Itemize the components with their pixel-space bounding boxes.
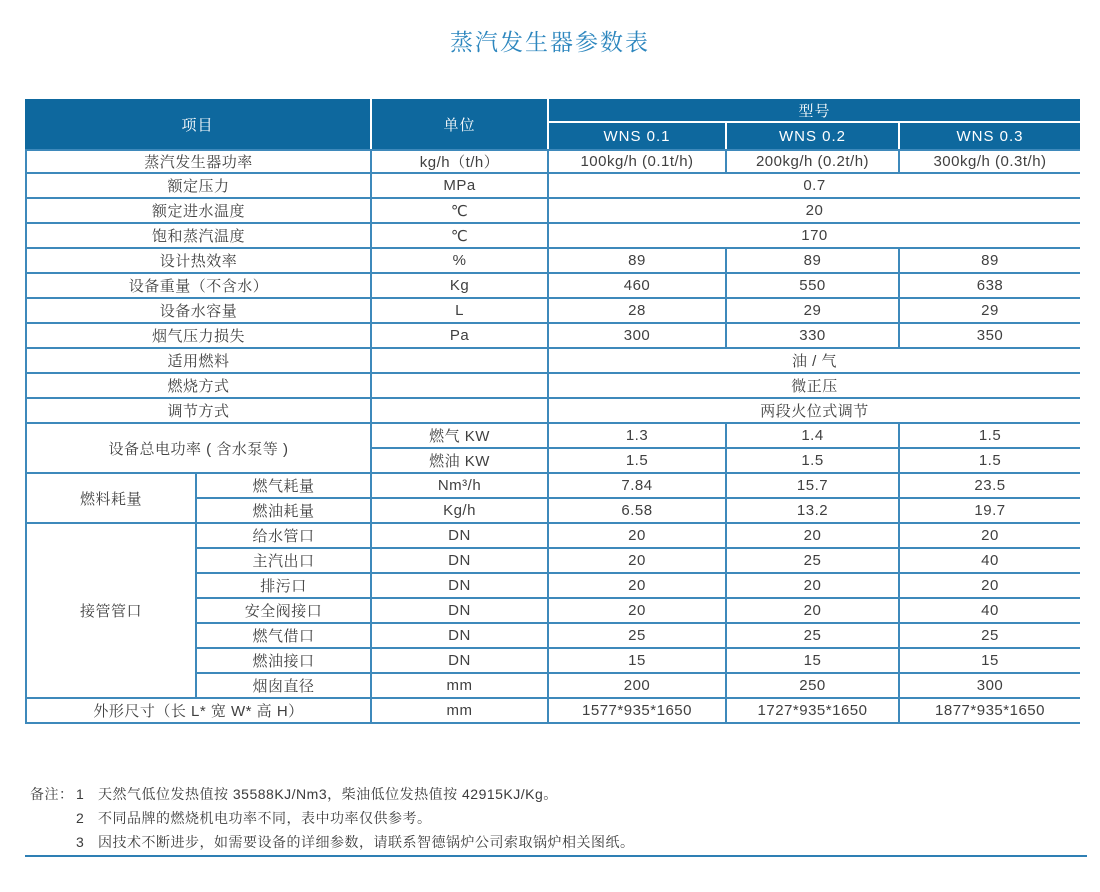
cell-value: 29 [900,299,1080,324]
cell-item-group: 接管管口 [25,524,197,699]
cell-value: 20 [549,599,727,624]
cell-unit: mm [372,699,549,724]
cell-unit: DN [372,624,549,649]
cell-value: 20 [549,574,727,599]
row-combustion-mode [25,374,1080,399]
cell-value: 15 [549,649,727,674]
cell-value-merged: 油 / 气 [549,349,1080,374]
row-feedwater-temp [25,199,1080,224]
cell-value: 20 [900,574,1080,599]
row-water-capacity [25,299,1080,324]
cell-item-group: 设备总电功率 ( 含水泵等 ) [25,424,372,474]
cell-value: 350 [900,324,1080,349]
cell-unit: mm [372,674,549,699]
note-line [30,830,635,854]
cell-value: 1.4 [727,424,900,449]
note-text: 不同品牌的燃烧机电功率不同，表中功率仅供参考。 [98,810,432,826]
cell-item: 饱和蒸汽温度 [25,224,372,249]
cell-value: 1.5 [549,449,727,474]
row-power [25,149,1080,174]
cell-value: 20 [549,524,727,549]
cell-value: 13.2 [727,499,900,524]
cell-unit: ℃ [372,224,549,249]
cell-item: 设计热效率 [25,249,372,274]
cell-unit: kg/h（t/h） [372,149,549,174]
row-weight [25,274,1080,299]
cell-value: 1577*935*1650 [549,699,727,724]
cell-value: 25 [727,549,900,574]
cell-value: 20 [727,574,900,599]
cell-value: 23.5 [900,474,1080,499]
header-unit: 单位 [372,99,549,149]
cell-value: 20 [900,524,1080,549]
cell-unit [372,374,549,399]
cell-value: 20 [727,524,900,549]
note-number: 2 [76,810,85,826]
cell-value: 89 [727,249,900,274]
cell-value: 20 [549,549,727,574]
cell-value: 20 [727,599,900,624]
cell-value: 40 [900,599,1080,624]
note-number: 1 [76,786,85,802]
cell-value: 25 [549,624,727,649]
notes-label: 备注： [30,786,74,802]
header-model-wns03: WNS 0.3 [900,123,1080,149]
cell-item: 烟气压力损失 [25,324,372,349]
cell-value: 89 [549,249,727,274]
cell-item: 外形尺寸（长 L* 宽 W* 高 H） [25,699,372,724]
cell-item: 适用燃料 [25,349,372,374]
row-dimensions [25,699,1080,724]
cell-unit: 燃油 KW [372,449,549,474]
cell-value: 550 [727,274,900,299]
spec-table [25,99,1080,724]
cell-unit: L [372,299,549,324]
cell-unit: 燃气 KW [372,424,549,449]
row-pressure [25,174,1080,199]
cell-value-merged: 170 [549,224,1080,249]
cell-unit: ℃ [372,199,549,224]
cell-item: 蒸汽发生器功率 [25,149,372,174]
page-title: 蒸汽发生器参数表 [450,29,650,55]
note-number: 3 [76,834,85,850]
cell-value: 200 [549,674,727,699]
cell-value: 19.7 [900,499,1080,524]
cell-subitem: 主汽出口 [197,549,372,574]
row-total-power-gas [25,424,1080,449]
table-header [25,99,1080,149]
cell-value: 300 [900,674,1080,699]
bottom-divider [25,855,1087,857]
cell-subitem: 烟囱直径 [197,674,372,699]
cell-item: 燃烧方式 [25,374,372,399]
cell-unit [372,399,549,424]
cell-unit: Pa [372,324,549,349]
cell-unit: Nm³/h [372,474,549,499]
cell-unit: Kg/h [372,499,549,524]
cell-value: 7.84 [549,474,727,499]
cell-item: 设备水容量 [25,299,372,324]
cell-unit: DN [372,574,549,599]
cell-item: 调节方式 [25,399,372,424]
row-flue-pressure-loss [25,324,1080,349]
cell-item: 额定进水温度 [25,199,372,224]
cell-value: 330 [727,324,900,349]
cell-value: 1.3 [549,424,727,449]
cell-unit: % [372,249,549,274]
cell-value: 100kg/h (0.1t/h) [549,149,727,174]
header-model-wns02: WNS 0.2 [727,123,900,149]
note-line [30,806,635,830]
cell-value: 89 [900,249,1080,274]
cell-unit: DN [372,549,549,574]
cell-value: 1877*935*1650 [900,699,1080,724]
cell-value: 28 [549,299,727,324]
cell-value: 300kg/h (0.3t/h) [900,149,1080,174]
row-connection-feedwater [25,524,1080,549]
cell-value: 1.5 [727,449,900,474]
cell-item-group: 燃料耗量 [25,474,197,524]
cell-value: 460 [549,274,727,299]
header-model-wns01: WNS 0.1 [549,123,727,149]
cell-value: 15 [727,649,900,674]
header-row-1 [25,99,1080,123]
cell-value-merged: 两段火位式调节 [549,399,1080,424]
cell-value: 200kg/h (0.2t/h) [727,149,900,174]
row-steam-temp [25,224,1080,249]
notes-block [30,782,635,854]
header-model-group: 型号 [549,99,1080,123]
cell-value: 1.5 [900,449,1080,474]
cell-unit: DN [372,524,549,549]
cell-value: 15 [900,649,1080,674]
cell-value-merged: 0.7 [549,174,1080,199]
cell-value: 300 [549,324,727,349]
cell-subitem: 燃油耗量 [197,499,372,524]
cell-subitem: 燃气借口 [197,624,372,649]
cell-subitem: 安全阀接口 [197,599,372,624]
header-item: 项目 [25,99,372,149]
cell-subitem: 燃气耗量 [197,474,372,499]
row-efficiency [25,249,1080,274]
cell-value: 638 [900,274,1080,299]
cell-value: 29 [727,299,900,324]
cell-unit: DN [372,649,549,674]
cell-value: 40 [900,549,1080,574]
cell-unit: DN [372,599,549,624]
cell-item: 设备重量（不含水） [25,274,372,299]
cell-value: 25 [900,624,1080,649]
cell-value: 1.5 [900,424,1080,449]
cell-value: 25 [727,624,900,649]
row-fuel-type [25,349,1080,374]
cell-value-merged: 微正压 [549,374,1080,399]
cell-value: 250 [727,674,900,699]
row-fuel-consumption-gas [25,474,1080,499]
cell-value-merged: 20 [549,199,1080,224]
note-line [30,782,635,806]
row-regulation-mode [25,399,1080,424]
cell-unit: MPa [372,174,549,199]
cell-unit: Kg [372,274,549,299]
cell-subitem: 燃油接口 [197,649,372,674]
cell-subitem: 排污口 [197,574,372,599]
cell-value: 1727*935*1650 [727,699,900,724]
page [0,24,1100,892]
note-text: 天然气低位发热值按 35588KJ/Nm3，柴油低位发热值按 42915KJ/Kg。 [98,786,558,802]
cell-subitem: 给水管口 [197,524,372,549]
cell-unit [372,349,549,374]
cell-value: 6.58 [549,499,727,524]
cell-value: 15.7 [727,474,900,499]
note-text: 因技术不断进步，如需要设备的详细参数，请联系智德锅炉公司索取锅炉相关图纸。 [98,834,635,850]
cell-item: 额定压力 [25,174,372,199]
